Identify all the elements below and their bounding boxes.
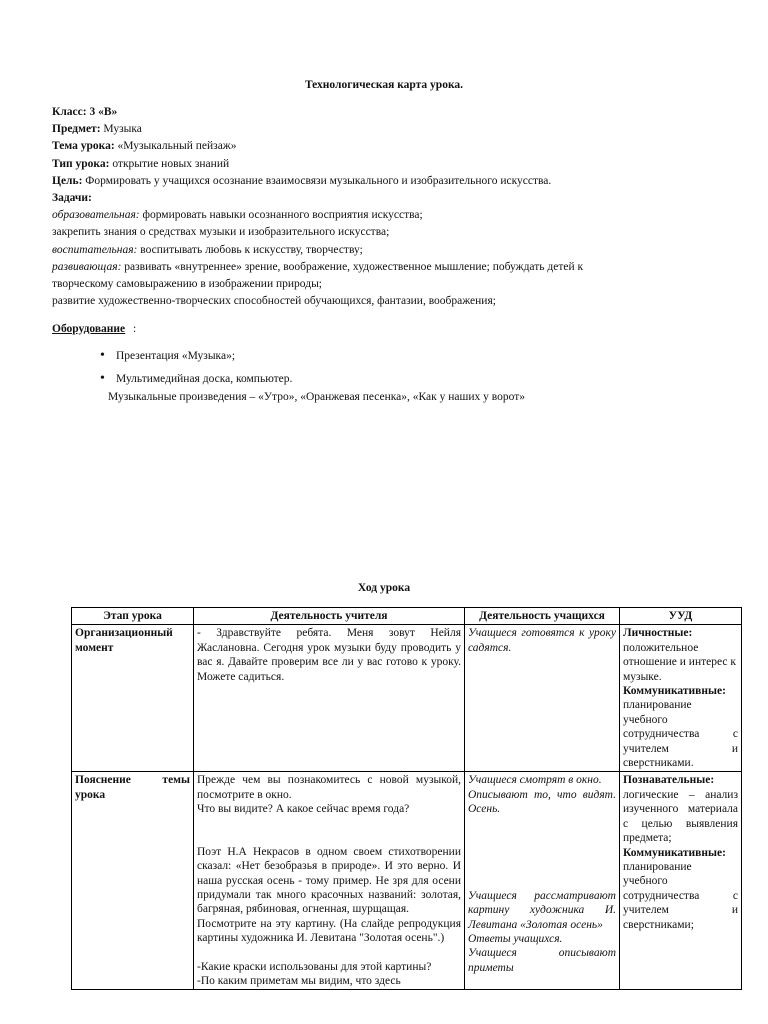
lesson-meta bbox=[52, 104, 712, 310]
table-row bbox=[72, 625, 742, 772]
teacher-paragraph: Прежде чем вы познакомитесь с новой музыкой, посмотрите в окно. bbox=[197, 774, 461, 801]
header-teacher: Деятельность учителя bbox=[194, 608, 465, 625]
document-title: Технологическая карта урока. bbox=[304, 79, 464, 91]
header-uud: УУД bbox=[620, 608, 742, 625]
topic-value: «Музыкальный пейзаж» bbox=[117, 140, 237, 153]
student-paragraph: Учащиеся рассматривают картину художника И. Левитана «Золотая осень» bbox=[468, 889, 616, 931]
class-value: 3 «В» bbox=[89, 106, 118, 118]
uud-heading: Коммуникативные: bbox=[623, 846, 726, 859]
uud-text: положительное отношение и интерес к музыке. bbox=[623, 641, 736, 683]
developing-line2: творческому самовыражению в изображении природы; bbox=[52, 278, 322, 291]
teacher-cell bbox=[194, 772, 465, 990]
edu-line2: закрепить знания о средствах музыки и изобразительного искусства; bbox=[52, 226, 390, 239]
equipment-heading bbox=[52, 323, 125, 335]
student-paragraph: Описывают то, что видят. Осень. bbox=[468, 788, 616, 816]
lesson-heading: Ход урока bbox=[357, 582, 411, 594]
uud-text: планирование учебного сотрудничества с учителем и сверстниками; bbox=[623, 860, 738, 931]
type-label: Тип урока: bbox=[52, 157, 110, 170]
teacher-cell: - Здравствуйте ребята. Меня зовут Нейля Жаслановна. Сегодня урок музыки буду проводить у вас я. Давайте проверим все ли у вас готово к уроку. Можете садиться. bbox=[194, 625, 465, 772]
equipment-item: • Презентация «Музыка»; bbox=[100, 345, 292, 368]
equipment-label: Оборудование bbox=[52, 323, 126, 335]
header-stage: Этап урока bbox=[72, 608, 194, 625]
uud-text: логические – анализ изученного материала с целью выявления предмета; bbox=[623, 788, 738, 845]
teacher-paragraph: -По каким приметам мы видим, что здесь bbox=[197, 974, 401, 987]
uud-heading: Личностные: bbox=[623, 627, 693, 640]
goal-value: Формировать у учащихся осознание взаимосвязи музыкального и изобразительного искусства. bbox=[85, 174, 552, 187]
table-header-row bbox=[72, 608, 742, 625]
equipment-list bbox=[100, 345, 292, 391]
music-works: Музыкальные произведения – «Утро», «Оранжевая песенка», «Как у наших у ворот» bbox=[108, 391, 525, 403]
subject-value: Музыка bbox=[103, 123, 142, 136]
edu-label: образовательная: bbox=[52, 209, 140, 222]
header-students: Деятельность учащихся bbox=[465, 608, 620, 625]
developing-value: развивать «внутреннее» зрение, воображение, художественное мышление; побуждать детей к bbox=[124, 260, 584, 273]
uud-cell bbox=[620, 772, 742, 990]
equipment-item: • Мультимедийная доска, компьютер. bbox=[100, 368, 292, 391]
teacher-paragraph: Посмотрите на эту картину. (На слайде репродукция картины художника И. Левитана "Золотая осень".) bbox=[197, 917, 461, 945]
developing-label: развивающая: bbox=[52, 260, 122, 273]
teacher-paragraph: Поэт Н.А Некрасов в одном своем стихотворении сказал: «Нет безобразья в природе». И это верно. И наша русская осень - тому пример. Не зря для осени придумали так много красочных названий: золотая, багряная, рябиновая, огненная, шурщащая. bbox=[197, 845, 461, 916]
uud-text: планирование учебного сотрудничества с учителем и сверстниками. bbox=[623, 699, 738, 770]
stage-cell: Организационный момент bbox=[72, 625, 194, 772]
uud-cell bbox=[620, 625, 742, 772]
student-cell bbox=[465, 772, 620, 990]
subject-label: Предмет: bbox=[52, 123, 101, 136]
topic-label: Тема урока: bbox=[52, 140, 115, 153]
stage-cell: Пояснение темы урока bbox=[72, 772, 194, 990]
uud-heading: Коммуникативные: bbox=[623, 685, 726, 698]
uud-heading: Познавательные: bbox=[623, 774, 715, 787]
student-paragraph: Учащиеся описывают приметы bbox=[468, 947, 616, 974]
equipment-colon: : bbox=[133, 323, 137, 335]
upbringing-value: воспитывать любовь к искусству, творчеству; bbox=[140, 243, 363, 256]
teacher-paragraph: -Какие краски использованы для этой картины? bbox=[197, 960, 432, 973]
student-paragraph: Учащиеся смотрят в окно. bbox=[468, 774, 602, 787]
goal-label: Цель: bbox=[52, 174, 83, 187]
student-paragraph: Ответы учащихся. bbox=[468, 932, 563, 945]
student-cell: Учащиеся готовятся к уроку садятся. bbox=[465, 625, 620, 772]
tasks-label: Задачи: bbox=[52, 192, 92, 205]
class-label: Класс: bbox=[52, 106, 87, 118]
table-row bbox=[72, 772, 742, 990]
lesson-table bbox=[71, 607, 742, 990]
upbringing-label: воспитательная: bbox=[52, 243, 138, 256]
teacher-paragraph: Что вы видите? А какое сейчас время года? bbox=[197, 803, 410, 816]
type-value: открытие новых знаний bbox=[112, 157, 230, 170]
developing-line3: развитие художественно-творческих способностей обучающихся, фантазии, воображения; bbox=[52, 295, 496, 308]
edu-value: формировать навыки осознанного восприятия искусства; bbox=[142, 209, 423, 222]
